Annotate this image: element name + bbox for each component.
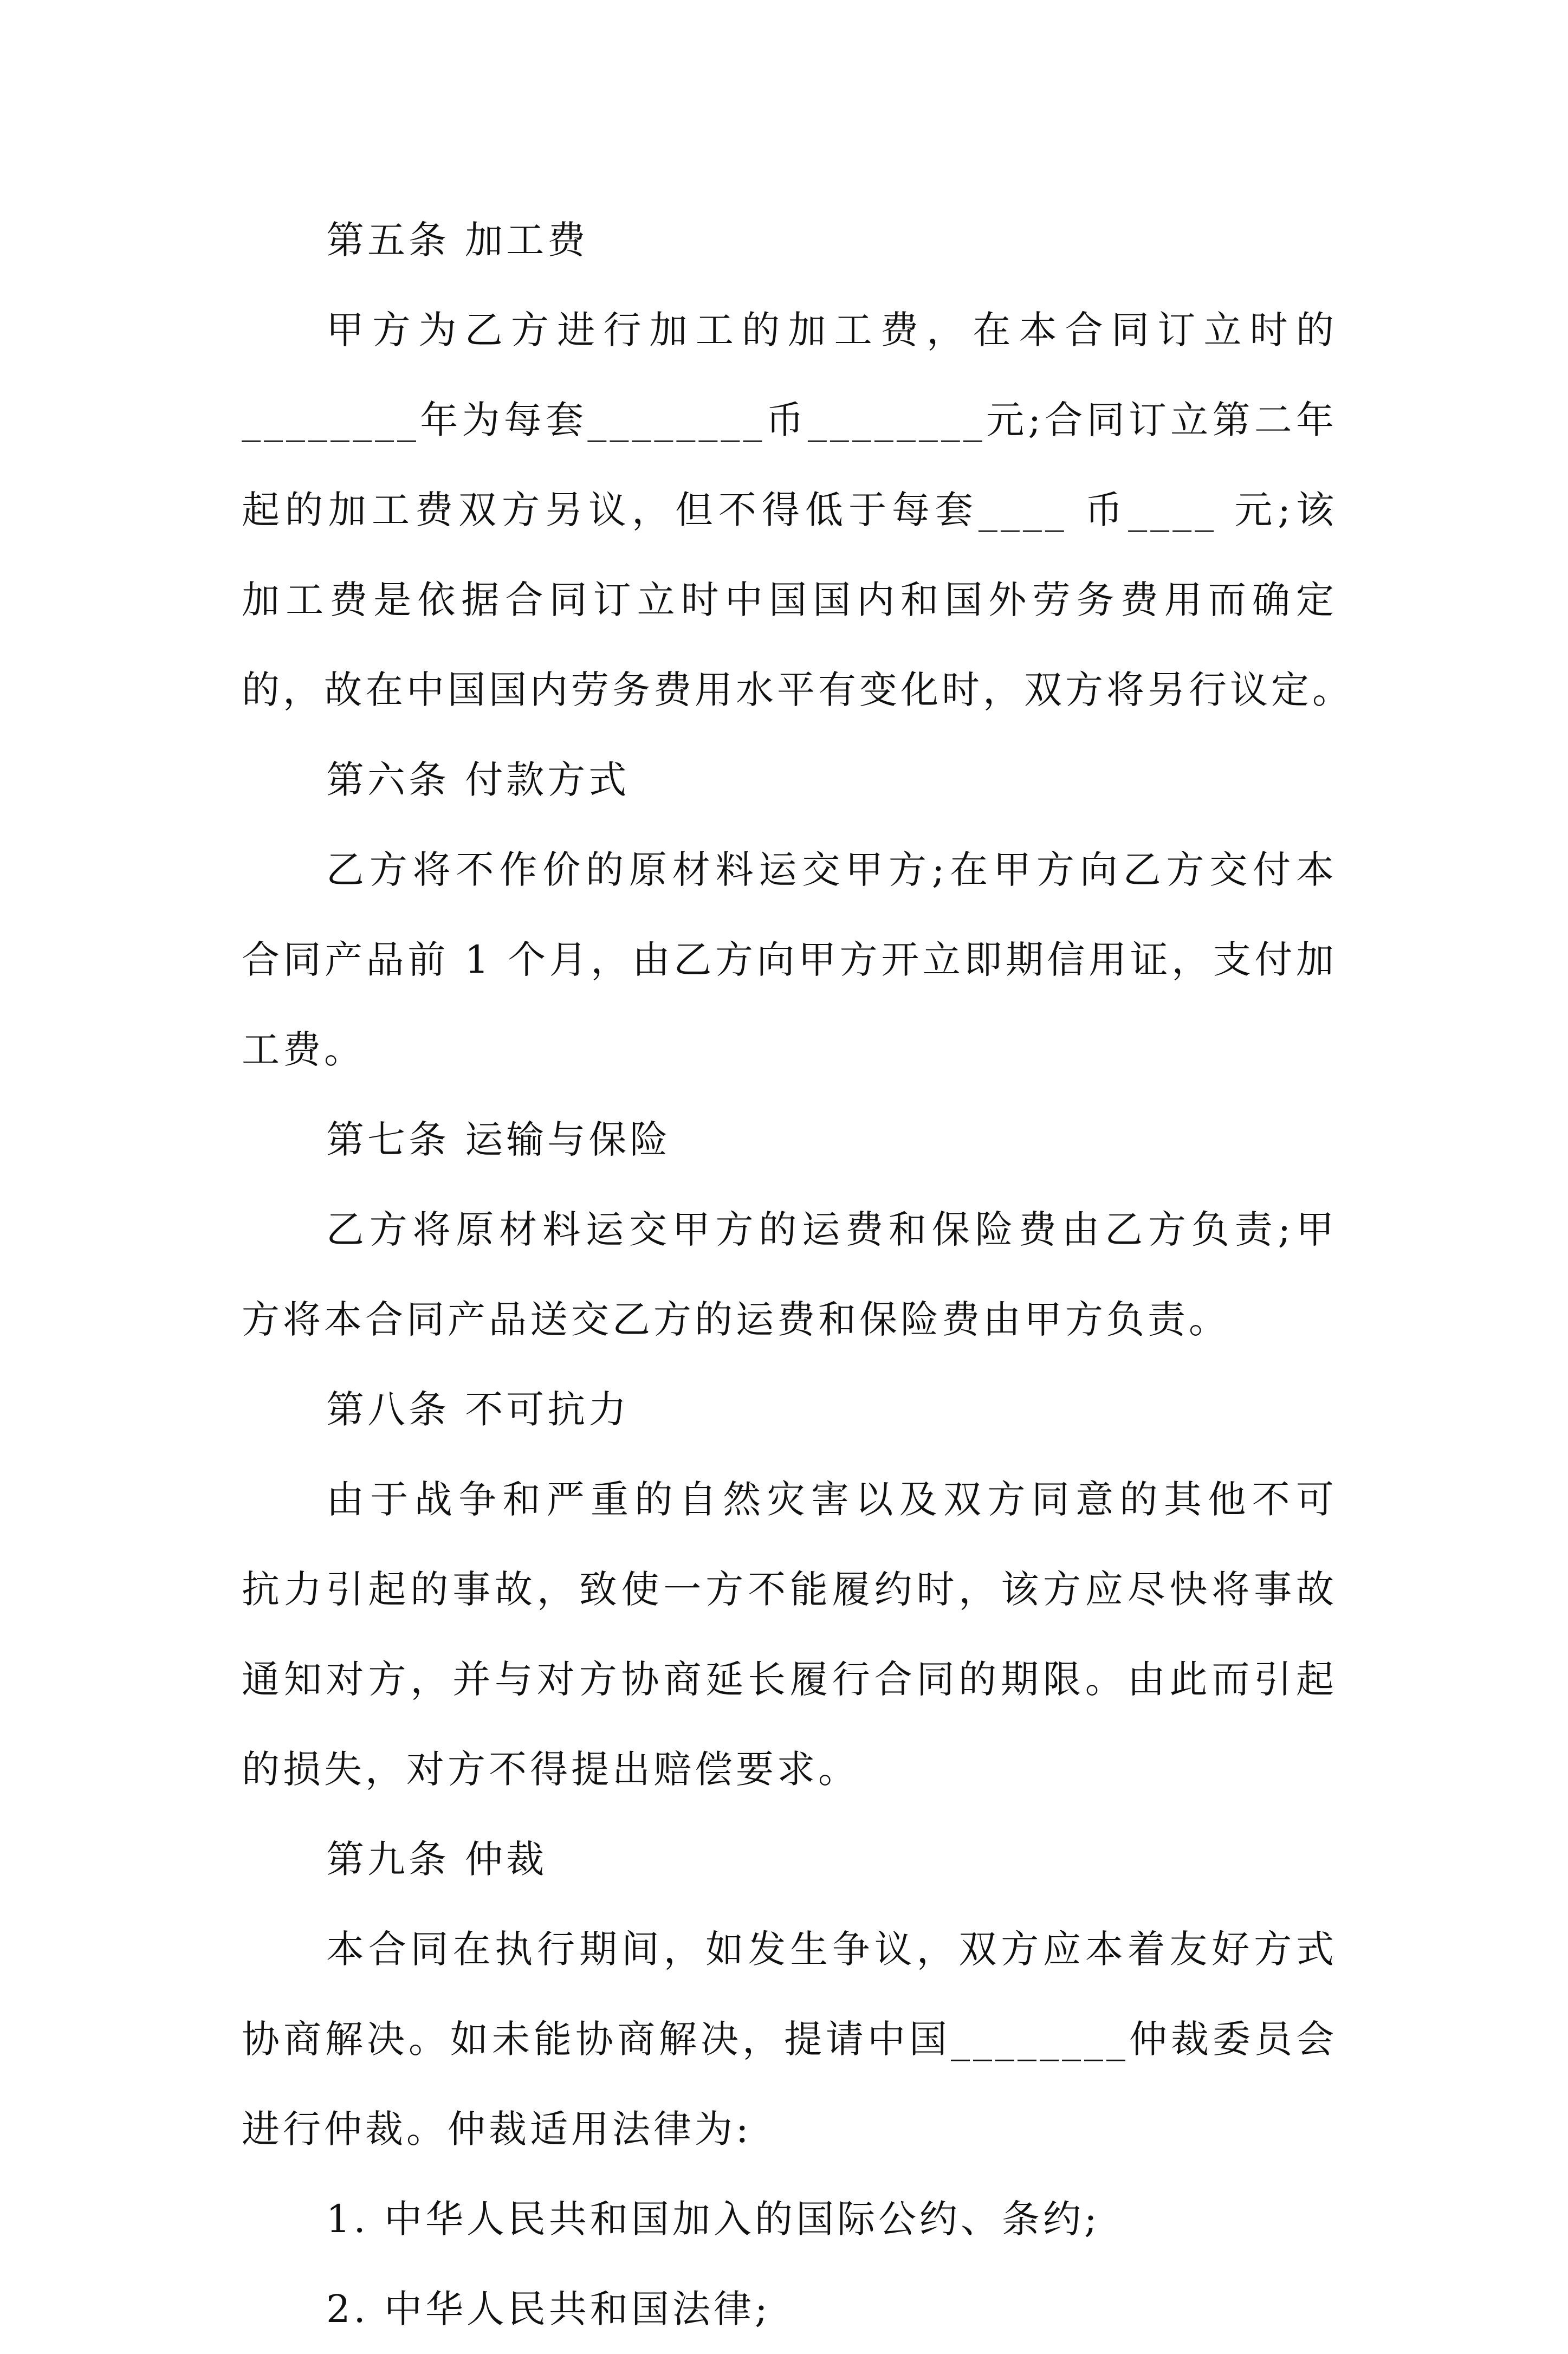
article-9-text-line: 本合同在执行期间，如发生争议，双方应本着友好方式	[326, 1927, 1337, 1971]
article-6-text-line: 工费。	[242, 1027, 365, 1072]
article-7-text-line: 乙方将原材料运交甲方的运费和保险费由乙方负责;甲	[326, 1207, 1337, 1252]
article-8-text-line: 的损失，对方不得提出赔偿要求。	[242, 1747, 859, 1792]
article-8-text-line: 通知对方，并与对方协商延长履行合同的期限。由此而引起	[242, 1657, 1337, 1702]
article-7-heading: 第七条 运输与保险	[326, 1117, 671, 1162]
article-8-heading: 第八条 不可抗力	[326, 1387, 630, 1432]
law-list-item: 1. 中华人民共和国加入的国际公约、条约;	[326, 2197, 1100, 2241]
article-6-heading: 第六条 付款方式	[326, 758, 630, 802]
article-5-text-line: 的，故在中国国内劳务费用水平有变化时，双方将另行议定。	[242, 668, 1353, 712]
article-9-heading: 第九条 仲裁	[326, 1837, 548, 1881]
article-6-text-line: 合同产品前 1 个月，由乙方向甲方开立即期信用证，支付加	[242, 937, 1337, 982]
article-9-text-line: 协商解决。如未能协商解决，提请中国________仲裁委员会	[242, 2017, 1337, 2061]
article-5-heading: 第五条 加工费	[326, 218, 589, 262]
article-6-text-line: 乙方将不作价的原材料运交甲方;在甲方向乙方交付本	[326, 848, 1337, 892]
article-5-text-line: ________年为每套________币________元;合同订立第二年	[242, 398, 1337, 442]
law-list-item: 2. 中华人民共和国法律;	[326, 2287, 771, 2331]
article-5-text-line: 加工费是依据合同订立时中国国内和国外劳务费用而确定	[242, 578, 1337, 622]
article-9-text-line: 进行仲裁。仲裁适用法律为:	[242, 2107, 752, 2151]
article-7-text-line: 方将本合同产品送交乙方的运费和保险费由甲方负责。	[242, 1297, 1230, 1342]
article-5-text-line: 起的加工费双方另议，但不得低于每套____ 币____ 元;该	[242, 488, 1337, 532]
document-page	[242, 195, 1353, 2354]
article-8-text-line: 由于战争和严重的自然灾害以及双方同意的其他不可	[326, 1477, 1337, 1522]
article-8-text-line: 抗力引起的事故，致使一方不能履约时，该方应尽快将事故	[242, 1567, 1337, 1612]
article-5-text-line: 甲方为乙方进行加工的加工费，在本合同订立时的	[326, 308, 1337, 352]
